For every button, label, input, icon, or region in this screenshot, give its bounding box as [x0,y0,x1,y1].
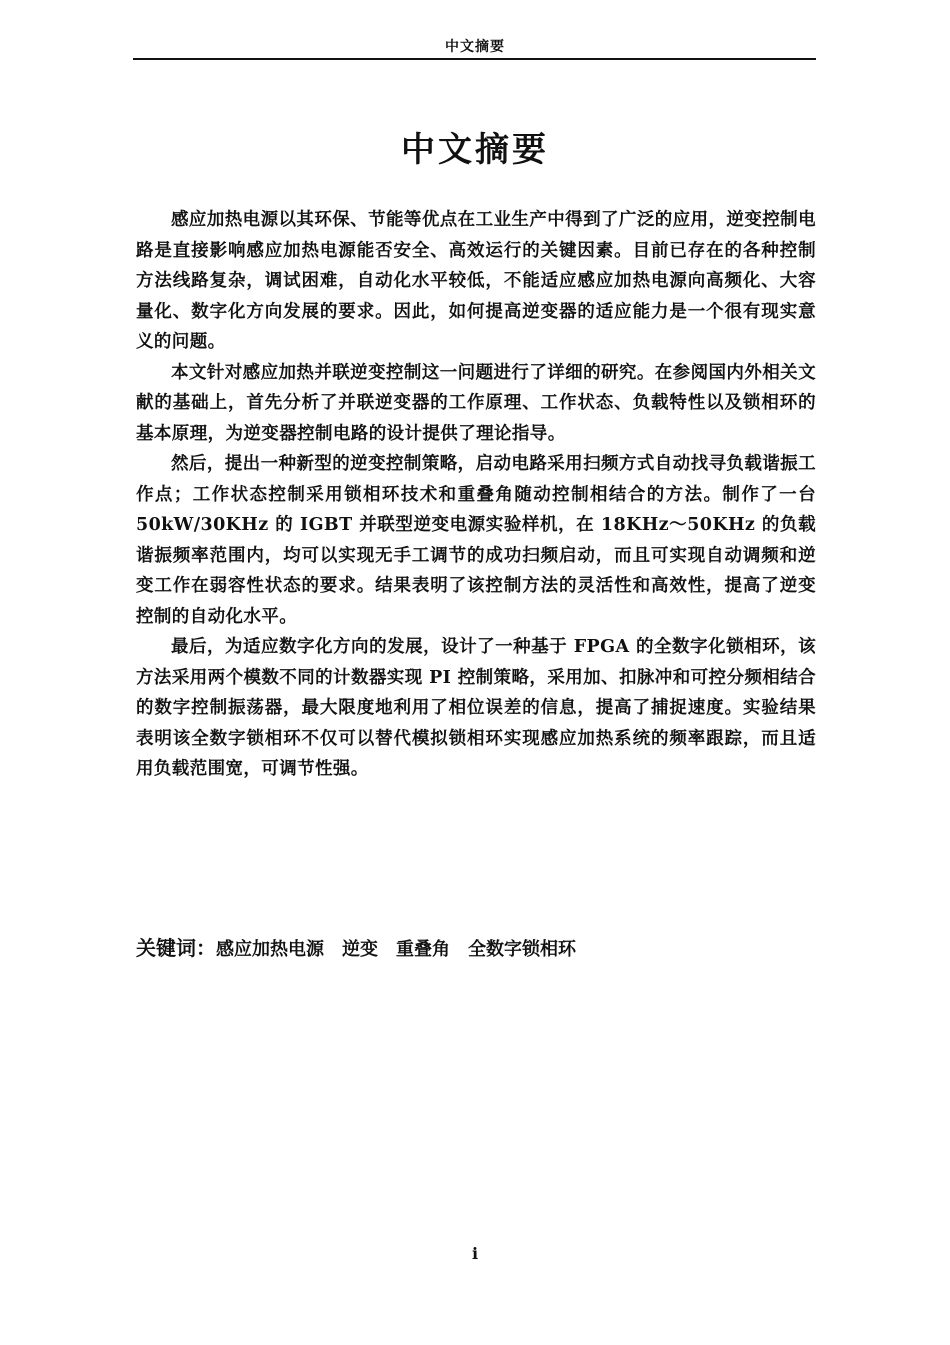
keywords-line [136,932,816,961]
header-rule [133,58,816,60]
abstract-body [136,205,816,785]
keyword-term: 逆变 [342,939,378,960]
keyword-term: 重叠角 [396,939,450,960]
abstract-paragraph-4: 最后，为适应数字化方向的发展，设计了一种基于 FPGA 的全数字化锁相环，该方法采用两个模数不同的计数器实现 PI 控制策略，采用加、扣脉冲和可控分频相结合的数字控制振荡器，最大限度地利用了相位误差的信息，提高了捕捉速度。实验结果表明该全数字锁相环不仅可以替代模拟锁相环实现感应加热系统的频率跟踪，而且适用负载范围宽，可调节性强。 [136,637,816,779]
abstract-paragraph-1: 感应加热电源以其环保、节能等优点在工业生产中得到了广泛的应用，逆变控制电路是直接影响感应加热电源能否安全、高效运行的关键因素。目前已存在的各种控制方法线路复杂，调试困难，自动化水平较低，不能适应感应加热电源向高频化、大容量化、数字化方向发展的要求。因此，如何提高逆变器的适应能力是一个很有现实意义的问题。 [136,210,816,352]
abstract-paragraph-2: 本文针对感应加热并联逆变控制这一问题进行了详细的研究。在参阅国内外相关文献的基础上，首先分析了并联逆变器的工作原理、工作状态、负载特性以及锁相环的基本原理，为逆变器控制电路的设计提供了理论指导。 [136,362,816,444]
page-title: 中文摘要 [401,130,549,170]
keyword-term: 全数字锁相环 [468,939,576,960]
page-number: i [471,1244,479,1263]
running-head: 中文摘要 [445,39,505,55]
abstract-paragraph-3: 然后，提出一种新型的逆变控制策略，启动电路采用扫频方式自动找寻负载谐振工作点；工作状态控制采用锁相环技术和重叠角随动控制相结合的方法。制作了一台 50kW/30KHz 的 IGBT 并联型逆变电源实验样机，在 18KHz～50KHz 的负载谐振频率范围内，均可以实现无手工调节的成功扫频启动，而且可实现自动调频和逆变工作在弱容性状态的要求。结果表明了该控制方法的灵活性和高效性，提高了逆变控制的自动化水平。 [136,454,816,627]
keyword-term: 感应加热电源 [216,939,324,960]
keywords-label: 关键词： [136,936,216,960]
